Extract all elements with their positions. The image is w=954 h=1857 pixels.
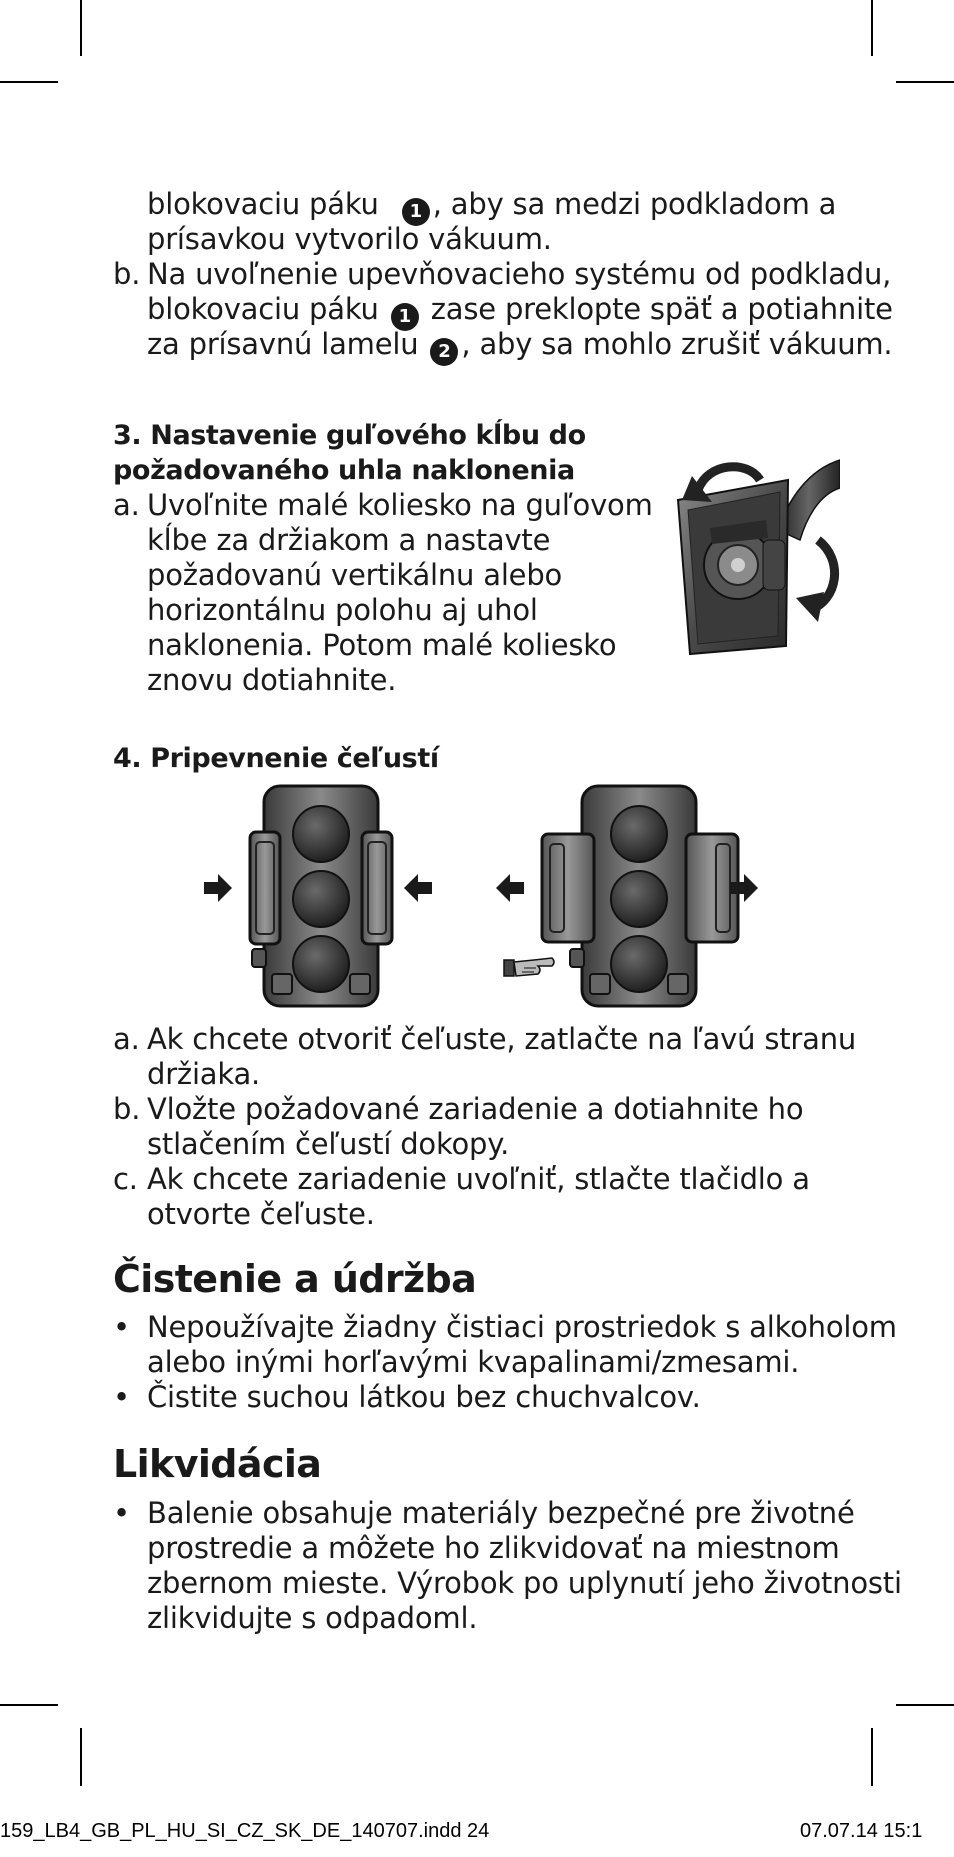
crop-mark-bottom-right-horizontal	[896, 1704, 954, 1706]
section4-item-b-line: stlačením čeľustí dokopy.	[147, 1127, 510, 1161]
callout-1-icon: 1	[402, 198, 430, 226]
step-b-line-3: za prísavnú lamelu 2 , aby sa mohlo zrušiť vákuum.	[147, 327, 892, 366]
arrow-left-icon	[404, 874, 432, 902]
section4-item-c-line: otvorte čeľuste.	[147, 1197, 375, 1231]
disposal-bullet-line: prostredie a môžete ho zlikvidovať na miestnom	[147, 1531, 840, 1565]
holder-closed	[250, 786, 392, 1006]
section3-line: kĺbe za držiakom a nastavte	[147, 523, 551, 557]
callout-1-icon: 1	[391, 303, 419, 331]
holder-open	[542, 786, 738, 1006]
disposal-bullet-line: Balenie obsahuje materiály bezpečné pre životné	[147, 1496, 855, 1530]
crop-mark-top-left-vertical	[80, 0, 82, 56]
step-b-marker: b.	[113, 257, 141, 291]
arrow-left-icon	[496, 874, 524, 902]
section4-item-c-line: Ak chcete zariadenie uvoľniť, stlačte tlačidlo a	[147, 1162, 810, 1196]
intro-line-2: prísavkou vytvorilo vákuum.	[147, 222, 552, 256]
pointing-hand-icon	[504, 958, 554, 976]
crop-mark-bottom-right-vertical	[871, 1728, 873, 1786]
section4-item-a-line: držiaka.	[147, 1057, 261, 1091]
section3-title-line-1: 3. Nastavenie guľového kĺbu do	[113, 420, 586, 451]
cleaning-bullet-line: alebo inými horľavými kvapalinami/zmesami.	[147, 1345, 800, 1379]
bullet-icon: •	[113, 1496, 130, 1530]
bullet-icon: •	[113, 1380, 130, 1414]
section4-item-c-marker: c.	[113, 1162, 138, 1196]
jaws-illustration	[200, 784, 760, 1014]
section4-item-a-line: Ak chcete otvoriť čeľuste, zatlačte na ľavú stranu	[147, 1022, 857, 1056]
ball-joint-illustration	[668, 440, 840, 662]
step-b-line-1: Na uvoľnenie upevňovacieho systému od podkladu,	[147, 257, 892, 291]
intro-line-1: blokovaciu páku 1 , aby sa medzi podkladom a	[147, 187, 836, 226]
section3-line: Uvoľnite malé koliesko na guľovom	[147, 488, 653, 522]
slug-date: 07.07.14 15:1	[800, 1820, 923, 1842]
section3-line: požadovanú vertikálnu alebo	[147, 558, 563, 592]
section4-item-a-marker: a.	[113, 1022, 140, 1056]
disposal-bullet-line: zlikvidujte s odpadoml.	[147, 1601, 478, 1635]
crop-mark-top-left-horizontal	[0, 81, 58, 83]
crop-mark-top-right-vertical	[871, 0, 873, 56]
step-b-line-2: blokovaciu páku 1 zase preklopte späť a potiahnite	[147, 292, 893, 331]
crop-mark-top-right-horizontal	[896, 81, 954, 83]
crop-mark-bottom-left-vertical	[80, 1728, 82, 1786]
bullet-icon: •	[113, 1310, 130, 1344]
section3-line: znovu dotiahnite.	[147, 663, 397, 697]
callout-2-icon: 2	[430, 338, 458, 366]
disposal-title: Likvidácia	[113, 1442, 322, 1486]
disposal-bullet-line: zbernom mieste. Výrobok po uplynutí jeho životnosti	[147, 1566, 902, 1600]
cleaning-bullet-line: Nepoužívajte žiadny čistiaci prostriedok s alkoholom	[147, 1310, 897, 1344]
section3-marker: a.	[113, 488, 140, 522]
section4-item-b-line: Vložte požadované zariadenie a dotiahnite ho	[147, 1092, 804, 1126]
section3-line: horizontálnu polohu aj uhol	[147, 593, 538, 627]
arrow-right-icon	[204, 874, 232, 902]
crop-mark-bottom-left-horizontal	[0, 1704, 58, 1706]
slug-filename: 159_LB4_GB_PL_HU_SI_CZ_SK_DE_140707.indd 24	[0, 1820, 490, 1842]
cleaning-bullet-line: Čistite suchou látkou bez chuchvalcov.	[147, 1380, 701, 1414]
section4-item-b-marker: b.	[113, 1092, 141, 1126]
cleaning-title: Čistenie a údržba	[113, 1257, 477, 1301]
section4-title: 4. Pripevnenie čeľustí	[113, 743, 439, 774]
section3-title-line-2: požadovaného uhla naklonenia	[113, 455, 575, 486]
section3-line: naklonenia. Potom malé koliesko	[147, 628, 617, 662]
